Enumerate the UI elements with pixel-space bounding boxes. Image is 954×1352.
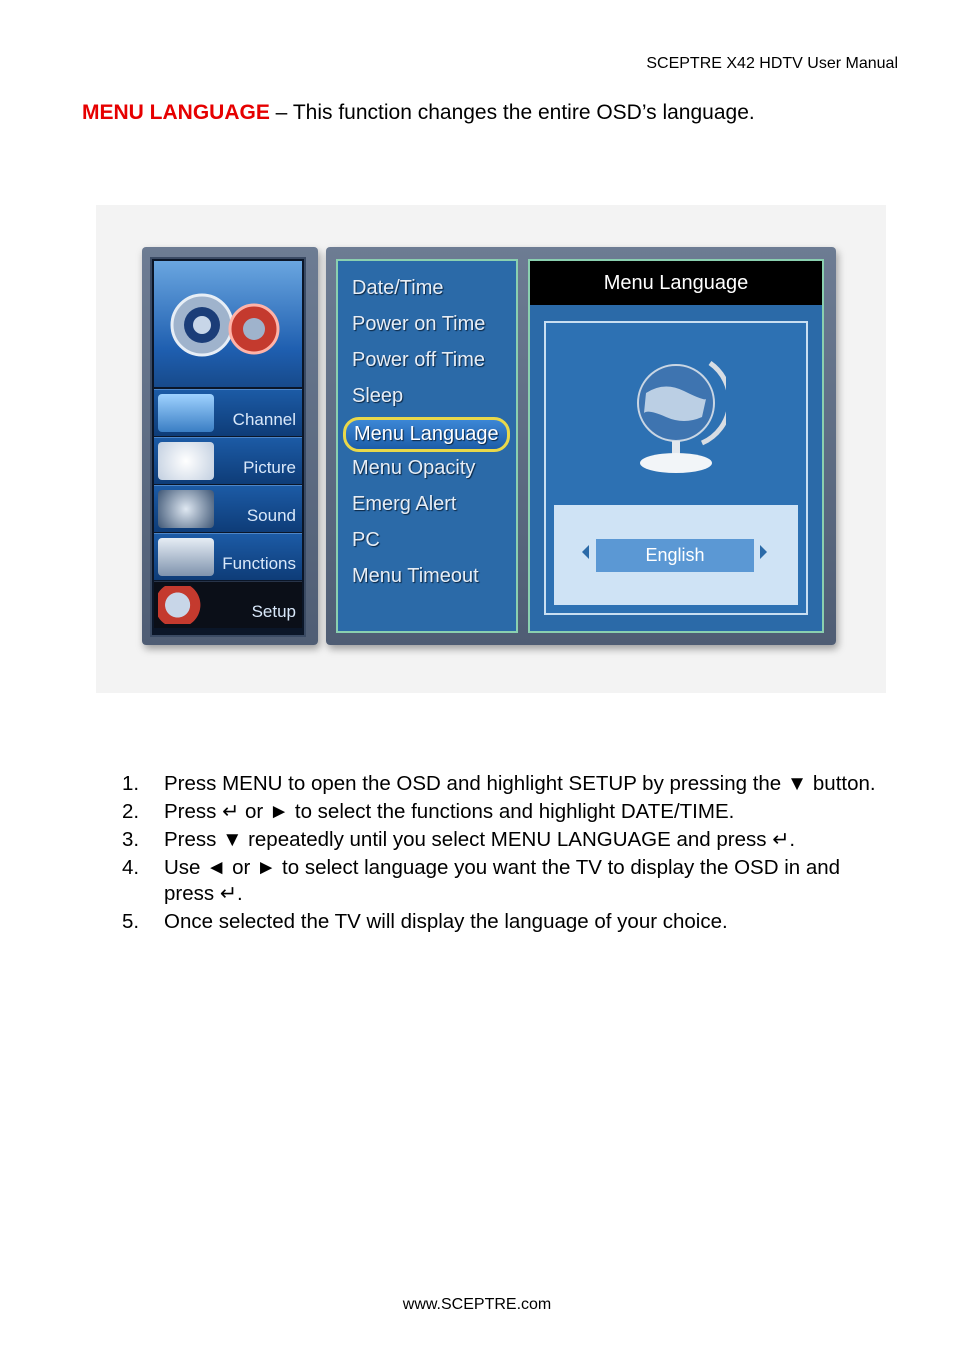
language-info-panel (528, 259, 824, 633)
category-functions[interactable]: Functions (154, 533, 302, 580)
palette-icon (158, 442, 214, 480)
arrow-left-icon[interactable] (582, 545, 589, 559)
step-4: 4. Use ◄ or ► to select language you want the TV to display the OSD in and press ↵. (122, 856, 841, 905)
speaker-icon (158, 490, 214, 528)
menu-item-power-on-time[interactable]: Power on Time (352, 313, 486, 335)
setup-menu-list (336, 259, 518, 633)
osd-setup-panel (326, 247, 836, 645)
section-title (82, 101, 755, 125)
info-title: Menu Language (530, 261, 822, 305)
osd-category-panel (142, 247, 318, 645)
language-value[interactable]: English (596, 539, 754, 572)
menu-item-power-off-time[interactable]: Power off Time (352, 349, 486, 371)
menu-item-pc[interactable]: PC (352, 529, 380, 551)
globe-icon (626, 351, 726, 481)
step-5: 5. Once selected the TV will display the language of your choice. (122, 910, 728, 933)
language-selector (554, 505, 798, 605)
section-description: – This function changes the entire OSD’s language. (269, 101, 755, 124)
menu-item-menu-timeout[interactable]: Menu Timeout (352, 565, 479, 587)
step-2: 2. Press ↵ or ► to select the functions and highlight DATE/TIME. (122, 800, 735, 823)
menu-item-emerg-alert[interactable]: Emerg Alert (352, 493, 457, 515)
instruction-steps (122, 771, 892, 937)
menu-item-menu-opacity[interactable]: Menu Opacity (352, 457, 476, 479)
gears-icon (158, 586, 214, 624)
language-preview (544, 321, 808, 615)
menu-item-menu-language[interactable]: Menu Language (343, 417, 510, 452)
setup-gears-icon (154, 261, 302, 387)
menu-item-date-time[interactable]: Date/Time (352, 277, 444, 299)
step-3: 3. Press ▼ repeatedly until you select MENU LANGUAGE and press ↵. (122, 828, 796, 851)
page-footer[interactable]: www.SCEPTRE.com (402, 1296, 552, 1313)
category-picture[interactable]: Picture (154, 437, 302, 484)
category-channel[interactable]: Channel (154, 389, 302, 436)
category-sound[interactable]: Sound (154, 485, 302, 532)
section-name: MENU LANGUAGE (82, 101, 270, 124)
toolbox-icon (158, 538, 214, 576)
arrow-right-icon[interactable] (760, 545, 767, 559)
menu-item-sleep[interactable]: Sleep (352, 385, 404, 407)
step-1: 1. Press MENU to open the OSD and highlight SETUP by pressing the ▼ button. (122, 772, 876, 795)
tv-icon (158, 394, 214, 432)
page-header: SCEPTRE X42 HDTV User Manual (646, 55, 898, 72)
category-setup[interactable]: Setup (154, 581, 302, 628)
